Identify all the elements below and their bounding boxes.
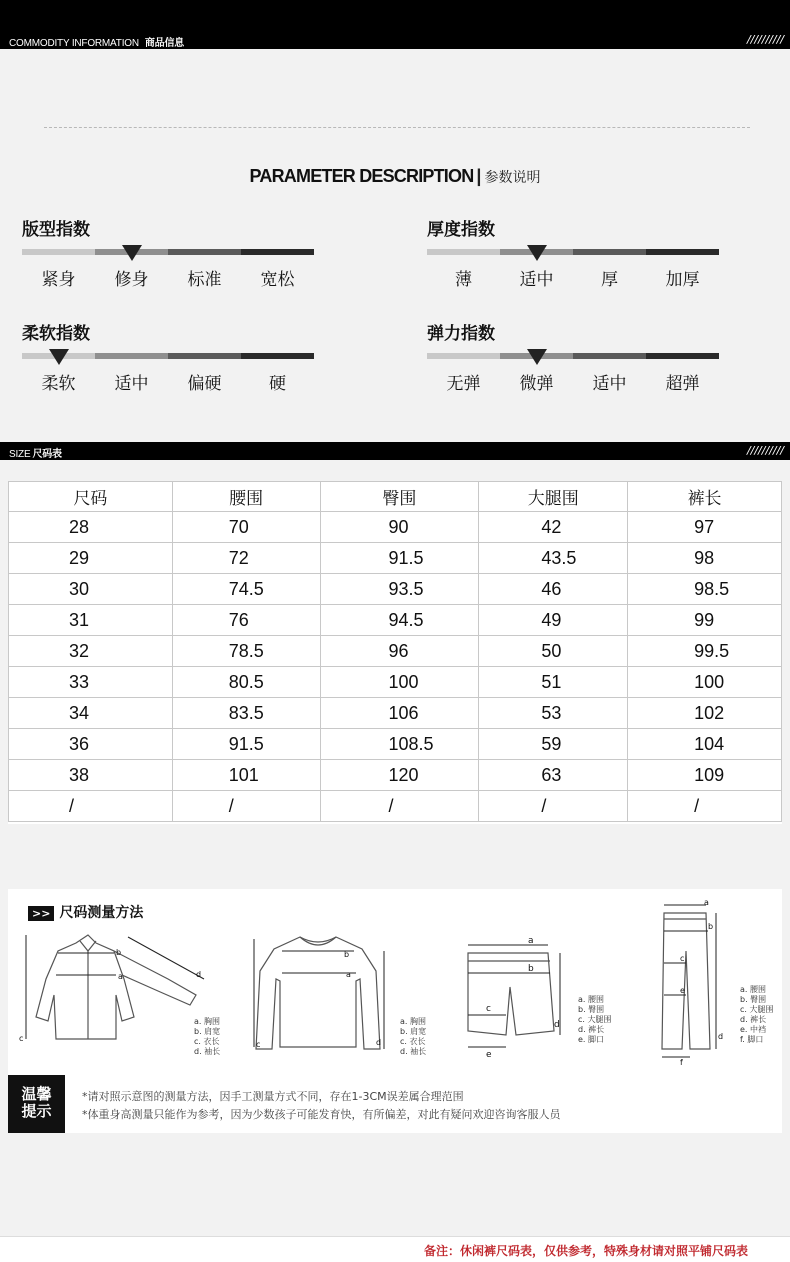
table-cell: 50 [479,636,628,667]
scale-segment [573,353,646,359]
table-cell: 34 [9,698,173,729]
size-section-bar [0,442,790,460]
index-levels [427,369,719,394]
table-cell: 96 [320,636,479,667]
table-header-cell: 臀围 [320,482,479,512]
table-header-row [9,482,782,512]
shirt-legend: a. 胸围 b. 肩宽 c. 衣长 d. 袖长 [194,1017,221,1056]
thickness-index [427,215,727,305]
pointer-triangle-icon [49,349,69,365]
table-row [9,605,782,636]
index-scale-bar [427,249,719,255]
table-cell: 94.5 [320,605,479,636]
index-level-label: 柔软 [41,374,76,394]
measure-title: >> 尺码测量方法 [28,902,143,922]
table-cell: / [9,791,173,822]
bar-slashes: ////////// [746,444,784,457]
size-table [8,481,782,822]
table-cell: 100 [628,667,782,698]
table-cell: / [628,791,782,822]
scale-segment [241,249,314,255]
fit-index [22,215,322,305]
measure-method-panel [8,889,782,1075]
svg-text:f: f [680,1058,683,1067]
scale-segment [427,353,500,359]
table-cell: 106 [320,698,479,729]
index-level-label: 标准 [187,270,222,290]
scale-segment [646,249,719,255]
svg-text:d: d [196,970,202,979]
table-cell: 32 [9,636,173,667]
table-row [9,760,782,791]
index-level-label: 超弹 [665,374,700,394]
scale-segment [168,353,241,359]
index-level-label: 紧身 [41,270,76,290]
index-levels [22,265,314,290]
table-cell: 83.5 [172,698,320,729]
table-cell: 93.5 [320,574,479,605]
table-cell: 42 [479,512,628,543]
table-cell: 100 [320,667,479,698]
index-level-label: 微弹 [519,374,554,394]
table-header-cell: 腰围 [172,482,320,512]
tips-text: *请对照示意图的测量方法，因手工测量方式不同，存在1-3CM误差属合理范围 *体重身高测量只能作为参考，因为少数孩子可能发育快，有所偏差，对此有疑问欢迎咨询客服人员 [82,1090,561,1121]
shorts-legend: a. 腰围 b. 臀围 c. 大腿围 d. 裤长 e. 脚口 [578,995,612,1044]
index-title: 版型指数 [22,220,90,240]
index-scale-bar [427,353,719,359]
index-levels [22,369,314,394]
svg-text:d: d [376,1038,382,1047]
table-cell: / [172,791,320,822]
index-scale-bar [22,249,314,255]
table-cell: 76 [172,605,320,636]
index-levels [427,265,719,290]
commodity-info-label: COMMODITY INFORMATION 商品信息 [9,38,185,49]
index-level-label: 适中 [519,270,554,290]
table-cell: 63 [479,760,628,791]
scale-segment [22,249,95,255]
svg-text:a: a [704,899,709,907]
table-cell: 74.5 [172,574,320,605]
table-row [9,667,782,698]
table-row [9,543,782,574]
svg-text:b: b [344,950,350,959]
pointer-triangle-icon [122,245,142,261]
table-cell: 91.5 [172,729,320,760]
size-section-label: SIZE 尺码表 [9,449,62,460]
table-cell: 80.5 [172,667,320,698]
table-row [9,574,782,605]
table-cell: 59 [479,729,628,760]
commodity-info-bar [0,31,790,49]
pointer-triangle-icon [527,349,547,365]
svg-text:a: a [118,972,123,981]
parameter-title: PARAMETER DESCRIPTION | 参数说明 [249,166,541,186]
svg-text:b: b [528,964,534,974]
table-cell: 108.5 [320,729,479,760]
index-title: 弹力指数 [427,324,495,344]
svg-text:d: d [718,1032,724,1041]
svg-text:b: b [116,948,122,957]
elasticity-index [427,319,727,409]
svg-text:c: c [680,954,685,963]
pointer-triangle-icon [527,245,547,261]
index-title: 柔软指数 [22,324,90,344]
table-cell: 97 [628,512,782,543]
table-cell: 98.5 [628,574,782,605]
bar-slashes: ////////// [746,33,784,46]
sweater-diagram [252,931,392,1059]
table-cell: 98 [628,543,782,574]
table-cell: / [320,791,479,822]
scale-segment [573,249,646,255]
index-level-label: 修身 [114,270,149,290]
table-cell: 72 [172,543,320,574]
top-banner [0,0,790,31]
table-cell: 70 [172,512,320,543]
table-cell: 38 [9,760,173,791]
footer [0,1236,790,1262]
table-cell: 120 [320,760,479,791]
table-cell: 102 [628,698,782,729]
tips-panel [8,1075,782,1133]
tips-badge: 温馨 提示 [8,1075,65,1133]
pants-diagram [656,899,728,1067]
sweater-legend: a. 胸围 b. 肩宽 c. 衣长 d. 袖长 [400,1017,427,1056]
table-cell: 43.5 [479,543,628,574]
scale-segment [168,249,241,255]
table-cell: 36 [9,729,173,760]
softness-index [22,319,322,409]
svg-text:c: c [486,1004,491,1014]
table-cell: / [479,791,628,822]
svg-text:d: d [554,1020,560,1030]
table-row [9,512,782,543]
scale-segment [241,353,314,359]
index-level-label: 薄 [455,270,472,290]
table-row [9,698,782,729]
table-cell: 91.5 [320,543,479,574]
table-row [9,636,782,667]
table-cell: 28 [9,512,173,543]
table-cell: 29 [9,543,173,574]
svg-text:b: b [708,922,714,931]
table-cell: 31 [9,605,173,636]
table-cell: 104 [628,729,782,760]
index-level-label: 适中 [114,374,149,394]
scale-segment [646,353,719,359]
scale-segment [95,353,168,359]
svg-text:a: a [346,970,351,979]
table-cell: 101 [172,760,320,791]
scale-segment [427,249,500,255]
svg-text:c: c [256,1040,261,1049]
index-level-label: 适中 [592,374,627,394]
table-header-cell: 尺码 [9,482,173,512]
svg-text:e: e [486,1050,492,1060]
table-cell: 99 [628,605,782,636]
pants-legend: a. 腰围 b. 臀围 c. 大腿围 d. 裤长 e. 中裆 f. 脚口 [740,985,774,1044]
table-cell: 53 [479,698,628,729]
svg-text:a: a [528,936,534,946]
table-cell: 90 [320,512,479,543]
size-table-container [8,481,782,824]
table-cell: 46 [479,574,628,605]
index-title: 厚度指数 [427,220,495,240]
index-level-label: 偏硬 [187,374,222,394]
arrow-icon: >> [28,906,54,921]
footer-note: 备注：休闲裤尺码表，仅供参考，特殊身材请对照平铺尺码表 [423,1244,748,1258]
table-row [9,791,782,822]
index-level-label: 无弹 [446,374,481,394]
svg-text:e: e [680,986,685,995]
index-level-label: 宽松 [260,270,295,290]
table-cell: 51 [479,667,628,698]
table-cell: 33 [9,667,173,698]
index-level-label: 硬 [269,374,286,394]
table-cell: 30 [9,574,173,605]
table-row [9,729,782,760]
index-level-label: 加厚 [665,270,700,290]
index-level-label: 厚 [601,270,618,290]
table-cell: 49 [479,605,628,636]
svg-text:c: c [19,1034,24,1043]
shorts-diagram [458,931,570,1061]
table-header-cell: 裤长 [628,482,782,512]
table-cell: 99.5 [628,636,782,667]
table-cell: 109 [628,760,782,791]
shirt-diagram [18,929,208,1059]
dashed-divider [44,127,750,128]
table-header-cell: 大腿围 [479,482,628,512]
table-cell: 78.5 [172,636,320,667]
